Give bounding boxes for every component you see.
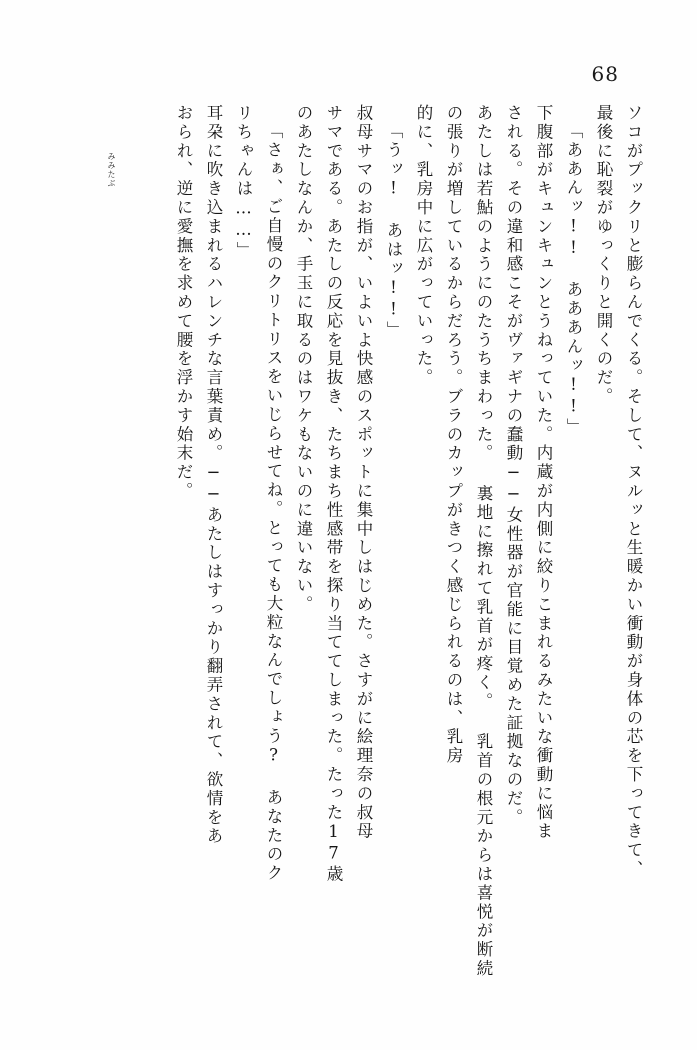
text-line: 耳朶に吹き込まれるハレンチな言葉責め。──あたしはすっかり翻弄されて、欲情をあ: [204, 104, 223, 847]
page-text-body: [56, 104, 641, 1004]
text-line: ソコがプックリと膨らんでくる。そして、ヌルッと生暖かい衝動が身体の芯を下ってきて、: [624, 104, 643, 879]
text-line: リちゃんは……」: [234, 104, 253, 261]
text-line: 叔母サマのお指が、いよいよ快感のスポットに集中しはじめた。さすがに絵理奈の叔母: [354, 104, 373, 842]
text-line: 「さぁ、ご自慢のクリトリスをいじらせてね。とっても大粒なんでしょう? あなたのク: [264, 122, 283, 883]
text-line: 下腹部がキュンキュンとうねっていた。内蔵が内側に絞りこまれるみたいな衝動に悩ま: [534, 104, 553, 842]
page-number: 68: [591, 62, 619, 86]
text-line: 的に、乳房中に広がっていった。: [414, 104, 433, 388]
text-line: おられ、逆に愛撫を求めて腰を浮かす始末だ。: [174, 104, 193, 501]
text-line: される。その違和感こそがヴァギナの蠢動──女性器が官能に目覚めた証拠なのだ。: [504, 104, 523, 828]
text-line: のあたしなんか、手玉に取るのはワケもないのに違いない。: [294, 104, 313, 615]
text-line: 「うッ! あはッ!!」: [384, 122, 403, 340]
text-line: 最後に恥裂がゆっくりと開くのだ。: [594, 104, 613, 407]
ruby-annotation: みみたぶ: [107, 152, 116, 188]
text-line: の張りが増しているからだろう。ブラのカップがきつく感じられるのは、乳房: [444, 104, 463, 766]
text-line: サマである。あたしの反応を見抜き、たちまち性感帯を探り当ててしまった。たった17歳: [324, 104, 343, 884]
text-line: 「ああんッ!! あああんッ!!」: [564, 122, 583, 437]
text-line: あたしは若鮎のようにのたうちまわった。 裏地に擦れて乳首が疼く。 乳首の根元からは喜悦が断続: [474, 104, 493, 979]
